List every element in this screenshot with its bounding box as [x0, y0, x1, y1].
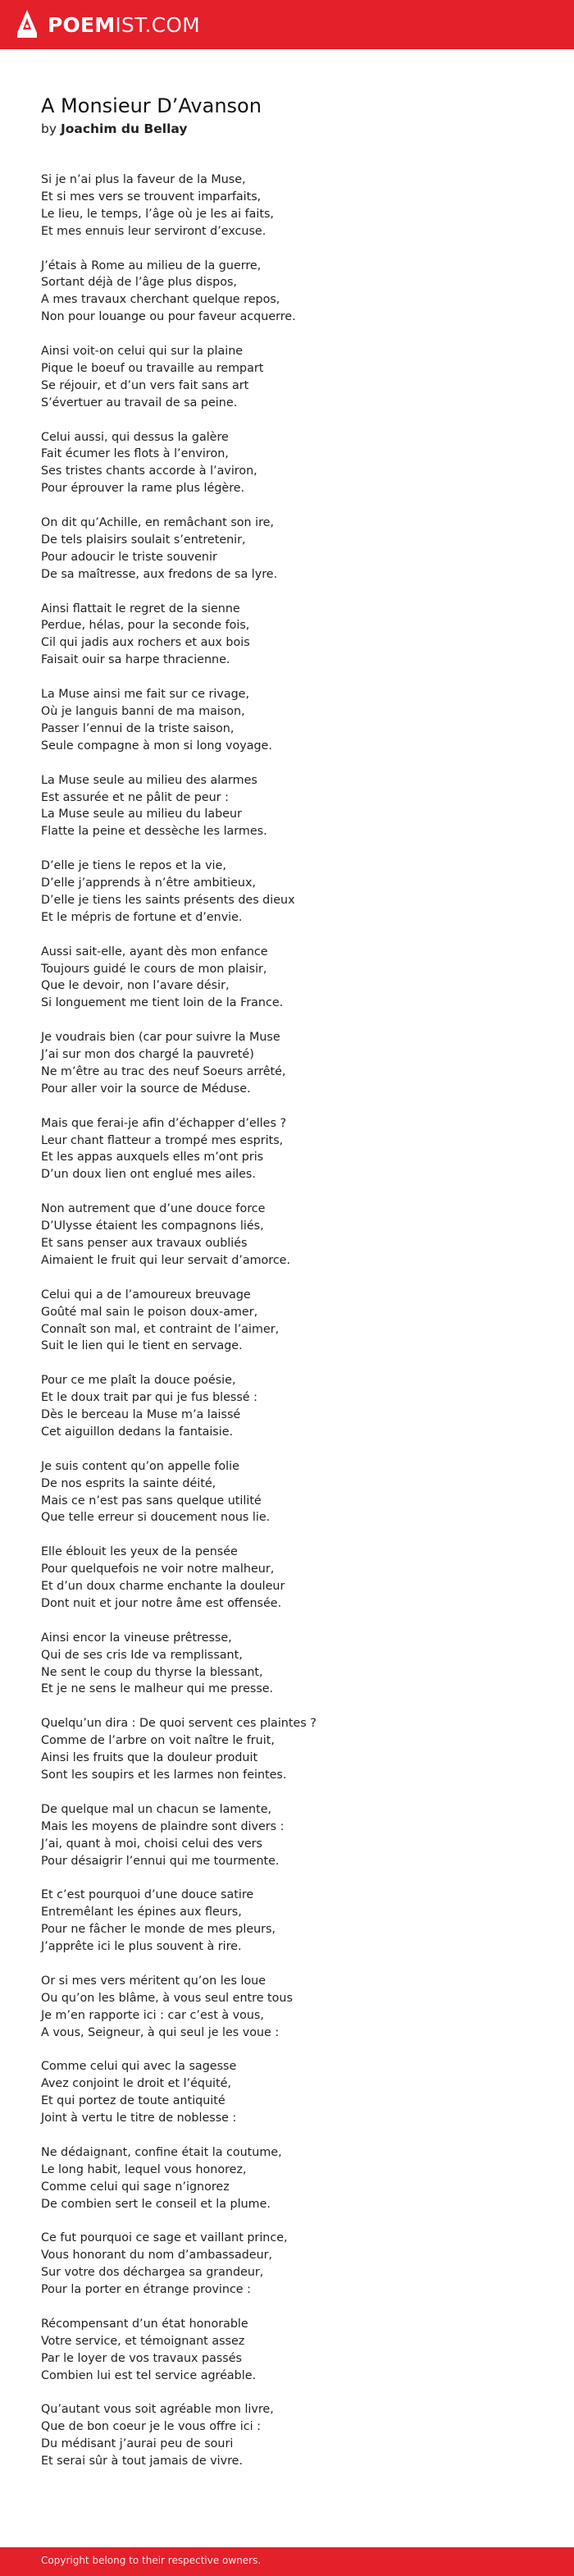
- poem-line: Celui aussi, qui dessus la galère: [41, 430, 229, 444]
- poem-stanza: [41, 1801, 533, 1870]
- poem-byline: [41, 121, 533, 137]
- poem-line: Votre service, et témoignant assez: [41, 2334, 245, 2348]
- poem-stanza: [41, 1458, 533, 1527]
- poem-line: Non pour louange ou pour faveur acquerre.: [41, 310, 296, 324]
- poem-line: Si je n’ai plus la faveur de la Muse,: [41, 173, 246, 186]
- poem-line: Pique le boeuf ou travaille au rempart: [41, 361, 264, 375]
- poem-stanza: [41, 429, 533, 498]
- poem-line: Pour la porter en étrange province :: [41, 2283, 251, 2297]
- poem-line: Sur votre dos déchargea sa grandeur,: [41, 2266, 264, 2280]
- poem-line: Passer l’ennui de la triste saison,: [41, 721, 235, 735]
- poem-line: Ainsi encor la vineuse prêtresse,: [41, 1631, 232, 1645]
- poem-body: [41, 172, 533, 2470]
- poem-line: Par le loyer de vos travaux passés: [41, 2351, 243, 2365]
- poem-stanza: [41, 601, 533, 670]
- poem-line: Elle éblouit les yeux de la pensée: [41, 1545, 238, 1559]
- poem-line: Ce fut pourquoi ce sage et vaillant prince,: [41, 2231, 288, 2245]
- poem-stanza: [41, 2316, 533, 2385]
- poem-line: Ainsi flattait le regret de la sienne: [41, 602, 240, 615]
- poem-line: La Muse seule au milieu des alarmes: [41, 773, 257, 787]
- poem-line: Pour désaigrir l’ennui qui me tourmente.: [41, 1854, 280, 1868]
- poem-line: De quelque mal un chacun se lamente,: [41, 1802, 272, 1816]
- poem-line: Dès le berceau la Muse m’a laissé: [41, 1408, 241, 1422]
- poem-line: Dont nuit et jour notre âme est offensée.: [41, 1596, 282, 1610]
- copyright-text: Copyright belong to their respective owners.: [41, 2555, 262, 2566]
- poem-line: Et mes ennuis leur serviront d’excuse.: [41, 224, 266, 238]
- poem-line: Le long habit, lequel vous honorez,: [41, 2162, 247, 2176]
- poem-stanza: [41, 1201, 533, 1270]
- poem-line: Entremêlant les épines aux fleurs,: [41, 1906, 242, 1919]
- poem-line: Leur chant flatteur a trompé mes esprits,: [41, 1133, 284, 1147]
- pen-nib-icon: [15, 8, 39, 41]
- poem-line: On dit qu’Achille, en remâchant son ire,: [41, 516, 275, 530]
- poem-stanza: [41, 1029, 533, 1098]
- poem-line: Mais les moyens de plaindre sont divers :: [41, 1819, 285, 1833]
- poem-line: D’un doux lien ont englué mes ailes.: [41, 1168, 256, 1182]
- poem-line: Combien lui est tel service agréable.: [41, 2368, 257, 2382]
- poem-line: Pour éprouver la rame plus légère.: [41, 482, 245, 496]
- poem-stanza: [41, 2230, 533, 2299]
- poem-line: Ainsi les fruits que la douleur produit: [41, 1751, 258, 1765]
- poem-line: Ainsi voit-on celui qui sur la plaine: [41, 345, 244, 359]
- poem-line: Aussi sait-elle, ayant dès mon enfance: [41, 945, 268, 959]
- poem-line: Mais que ferai-je afin d’échapper d’elles ?: [41, 1116, 287, 1130]
- poem-line: Sont les soupirs et les larmes non feintes.: [41, 1768, 287, 1782]
- poem-line: Que le devoir, non l’avare désir,: [41, 979, 230, 993]
- poem-line: De nos esprits la sainte déité,: [41, 1476, 216, 1490]
- author-link[interactable]: Joachim du Bellay: [60, 121, 188, 136]
- poem-stanza: [41, 686, 533, 755]
- poem-stanza: [41, 1973, 533, 2042]
- poem-stanza: [41, 1115, 533, 1184]
- poem-stanza: [41, 2401, 533, 2470]
- poem-stanza: [41, 2058, 533, 2127]
- poem-line: Faisait ouir sa harpe thracienne.: [41, 653, 230, 667]
- site-logo-link[interactable]: [15, 8, 200, 41]
- logo-text-light: IST.COM: [115, 12, 200, 37]
- poem-line: De tels plaisirs soulait s’entretenir,: [41, 533, 246, 547]
- poem-stanza: [41, 1715, 533, 1784]
- poem-stanza: [41, 515, 533, 583]
- poem-stanza: [41, 1287, 533, 1356]
- poem-line: Et d’un doux charme enchante la douleur: [41, 1580, 285, 1594]
- poem-line: Sortant déjà de l’âge plus dispos,: [41, 276, 237, 290]
- poem-line: Se réjouir, et d’un vers fait sans art: [41, 378, 249, 392]
- poem-line: De combien sert le conseil et la plume.: [41, 2197, 271, 2211]
- site-header: [0, 0, 574, 49]
- poem-line: Pour ne fâcher le monde de mes pleurs,: [41, 1923, 276, 1937]
- poem-line: La Muse ainsi me fait sur ce rivage,: [41, 688, 250, 702]
- poem-line: Comme celui qui sage n’ignorez: [41, 2180, 230, 2194]
- poem-line: Récompensant d’un état honorable: [41, 2317, 248, 2331]
- poem-line: Toujours guidé le cours de mon plaisir,: [41, 962, 267, 976]
- poem-line: Et les appas auxquels elles m’ont pris: [41, 1151, 264, 1164]
- poem-line: Qu’autant vous soit agréable mon livre,: [41, 2403, 274, 2417]
- poem-line: Qui de ses cris Ide va remplissant,: [41, 1648, 243, 1662]
- poem-line: A vous, Seigneur, à qui seul je les voue :: [41, 2025, 280, 2039]
- poem-line: Je suis content qu’on appelle folie: [41, 1459, 239, 1473]
- poem-line: Avez conjoint le droit et l’équité,: [41, 2077, 231, 2091]
- poem-line: Ou qu’on les blâme, à vous seul entre tous: [41, 1991, 293, 2005]
- site-logo-text: [48, 13, 200, 37]
- poem-line: Or si mes vers méritent qu’on les loue: [41, 1974, 266, 1988]
- poem-line: Et sans penser aux travaux oubliés: [41, 1237, 248, 1250]
- by-label: by: [41, 121, 57, 136]
- poem-line: Ses tristes chants accorde à l’aviron,: [41, 464, 257, 478]
- poem-stanza: [41, 858, 533, 927]
- poem-line: La Muse seule au milieu du labeur: [41, 808, 242, 821]
- poem-line: Et c’est pourquoi d’une douce satire: [41, 1888, 254, 1902]
- poem-line: Non autrement que d’une douce force: [41, 1202, 266, 1216]
- poem-line: Vous honorant du nom d’ambassadeur,: [41, 2249, 273, 2263]
- poem-line: Et serai sûr à tout jamais de vivre.: [41, 2455, 243, 2468]
- poem-stanza: [41, 172, 533, 240]
- poem-line: D’elle je tiens les saints présents des dieux: [41, 893, 295, 907]
- poem-line: J’apprête ici le plus souvent à rire.: [41, 1940, 242, 1954]
- poem-line: D’Ulysse étaient les compagnons liés,: [41, 1219, 264, 1233]
- poem-stanza: [41, 944, 533, 1013]
- poem-content: [41, 94, 533, 2487]
- poem-line: Et le doux trait par qui je fus blessé :: [41, 1391, 257, 1405]
- poem-line: Ne m’être au trac des neuf Soeurs arrêté,: [41, 1064, 286, 1078]
- poem-line: Flatte la peine et dessèche les larmes.: [41, 825, 267, 839]
- poem-title: A Monsieur D’Avanson: [41, 94, 262, 117]
- poem-line: Je voudrais bien (car pour suivre la Muse: [41, 1031, 280, 1045]
- poem-line: Pour ce me plaît la douce poésie,: [41, 1374, 236, 1388]
- poem-line: Connaît son mal, et contraint de l’aimer,: [41, 1322, 280, 1336]
- poem-line: J’ai sur mon dos chargé la pauvreté): [41, 1048, 254, 1062]
- poem-line: Comme celui qui avec la sagesse: [41, 2060, 237, 2074]
- poem-line: Est assurée et ne pâlit de peur :: [41, 790, 229, 804]
- poem-line: Et je ne sens le malheur qui me presse.: [41, 1682, 274, 1696]
- poem-line: Suit le lien qui le tient en servage.: [41, 1339, 243, 1353]
- poem-line: Ne dédaignant, confine était la coutume,: [41, 2145, 282, 2159]
- poem-line: Fait écumer les flots à l’environ,: [41, 447, 229, 461]
- poem-stanza: [41, 1887, 533, 1956]
- poem-line: Et qui portez de toute antiquité: [41, 2094, 226, 2108]
- poem-line: De sa maîtresse, aux fredons de sa lyre.: [41, 567, 278, 581]
- poem-line: Où je languis banni de ma maison,: [41, 705, 245, 718]
- poem-line: J’ai, quant à moi, choisi celui des vers: [41, 1837, 262, 1851]
- poem-line: Je m’en rapporte ici : car c’est à vous,: [41, 2008, 264, 2022]
- poem-stanza: [41, 2144, 533, 2213]
- poem-line: Cil qui jadis aux rochers et aux bois: [41, 636, 250, 650]
- poem-line: Pour adoucir le triste souvenir: [41, 550, 217, 564]
- poem-line: Celui qui a de l’amoureux breuvage: [41, 1288, 251, 1302]
- poem-line: Que de bon coeur je le vous offre ici :: [41, 2420, 261, 2434]
- poem-stanza: [41, 772, 533, 841]
- poem-line: Seule compagne à mon si long voyage.: [41, 739, 272, 753]
- poem-line: Goûté mal sain le poison doux-amer,: [41, 1305, 258, 1319]
- site-footer: [0, 2547, 574, 2576]
- poem-line: Cet aiguillon dedans la fantaisie.: [41, 1425, 234, 1439]
- poem-stanza: [41, 258, 533, 327]
- poem-line: Comme de l’arbre on voit naître le fruit,: [41, 1734, 275, 1748]
- poem-line: Mais ce n’est pas sans quelque utilité: [41, 1494, 262, 1508]
- poem-line: Du médisant j’aurai peu de souri: [41, 2437, 234, 2451]
- poem-line: S’évertuer au travail de sa peine.: [41, 396, 238, 410]
- poem-line: Perdue, hélas, pour la seconde fois,: [41, 619, 250, 633]
- logo-text-bold: POEM: [48, 12, 116, 37]
- poem-line: D’elle je tiens le repos et la vie,: [41, 859, 226, 873]
- poem-line: Le lieu, le temps, l’âge où je les ai faits,: [41, 207, 274, 221]
- poem-line: D’elle j’apprends à n’être ambitieux,: [41, 876, 256, 890]
- poem-line: Joint à vertu le titre de noblesse :: [41, 2112, 237, 2125]
- poem-stanza: [41, 1544, 533, 1613]
- poem-line: Aimaient le fruit qui leur servait d’amorce.: [41, 1253, 291, 1267]
- poem-line: A mes travaux cherchant quelque repos,: [41, 293, 280, 307]
- poem-line: Et si mes vers se trouvent imparfaits,: [41, 190, 262, 204]
- poem-line: J’étais à Rome au milieu de la guerre,: [41, 259, 262, 272]
- poem-stanza: [41, 1630, 533, 1699]
- poem-line: Pour aller voir la source de Méduse.: [41, 1082, 251, 1096]
- poem-stanza: [41, 1372, 533, 1441]
- poem-line: Ne sent le coup du thyrse la blessant,: [41, 1665, 263, 1679]
- poem-stanza: [41, 343, 533, 412]
- poem-line: Si longuement me tient loin de la France.: [41, 996, 284, 1010]
- poem-line: Et le mépris de fortune et d’envie.: [41, 910, 243, 924]
- poem-line: Quelqu’un dira : De quoi servent ces plaintes ?: [41, 1717, 317, 1731]
- poem-line: Que telle erreur si doucement nous lie.: [41, 1511, 271, 1525]
- poem-line: Pour quelquefois ne voir notre malheur,: [41, 1563, 275, 1576]
